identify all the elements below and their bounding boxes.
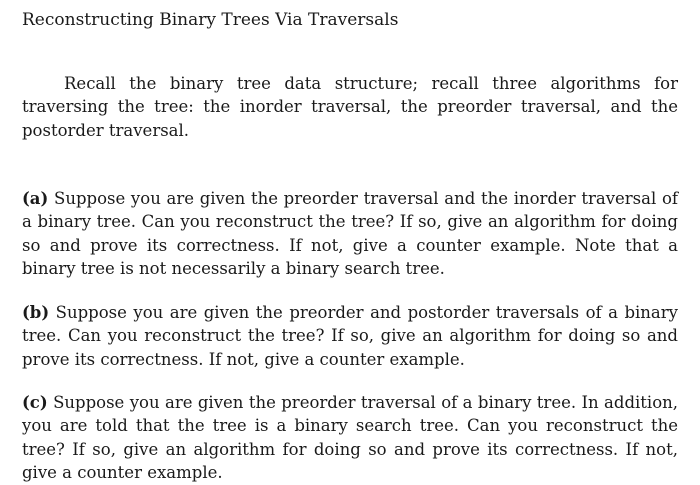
- question-c-label: (c): [22, 392, 48, 412]
- question-b-label: (b): [22, 302, 50, 322]
- document-title: Reconstructing Binary Trees Via Traversals: [22, 10, 399, 30]
- intro-paragraph: Recall the binary tree data structure; recall three algorithms for traversing the tree: the inorder traversal, the preorder traversal, and the postorder traversal.: [22, 73, 678, 140]
- question-a-text: Suppose you are given the preorder traversal and the inorder traversal of a binary tree. Can you reconstruct the tree? If so, give an algorithm for doing so and prove its correctness. If not, give a counter example. Note that a binary tree is not necessarily a binary search tree.: [22, 188, 678, 278]
- question-b-text: Suppose you are given the preorder and postorder traversals of a binary tree. Can you reconstruct the tree? If so, give an algorithm for doing so and prove its correctness. If not, give a counter example.: [22, 302, 678, 369]
- question-b: [22, 301, 678, 372]
- question-a-label: (a): [22, 188, 49, 208]
- question-a: [22, 187, 678, 281]
- question-c-text: Suppose you are given the preorder traversal of a binary tree. In addition, you are told that the tree is a binary search tree. Can you reconstruct the tree? If so, give an algorithm for doing so and prove its correctness. If not, give a counter example.: [22, 392, 678, 482]
- question-c: [22, 391, 678, 485]
